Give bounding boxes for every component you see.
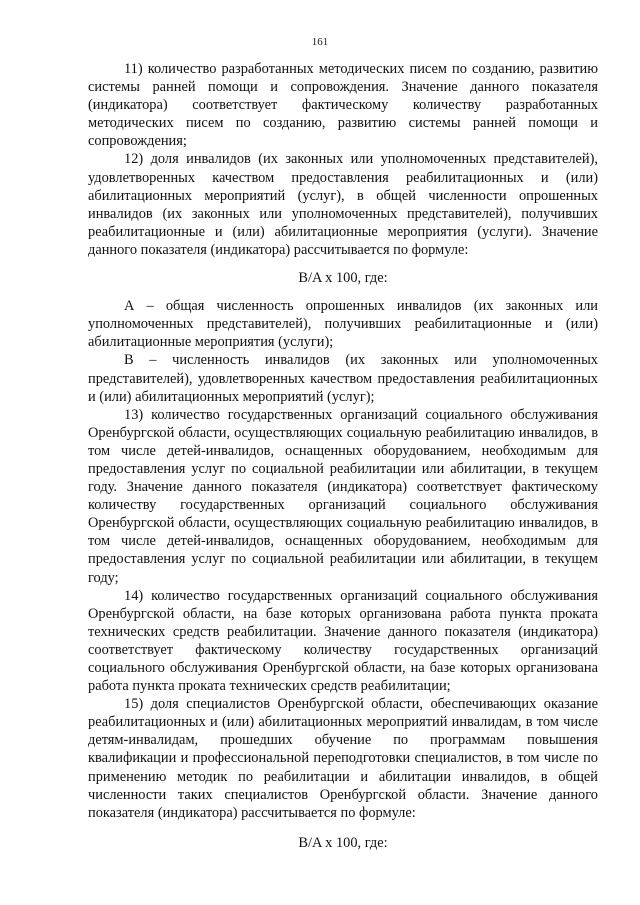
paragraph-item-13: 13) количество государственных организаций социального обслуживания Оренбургской области, осуществляющих социальную реабилитацию инвалидов, в том числе детей-инвалидов, оснащенных оборудованием, необходимым для предоставления услуг по социальной реабилитации или абилитации, в текущем году. Значение данного показателя (индикатора) соответствует фактическому количеству государственных организаций социального обслуживания Оренбургской области, осуществляющих социальную реабилитацию инвалидов, в том числе детей-инвалидов, оснащенных оборудованием, необходимым для предоставления услуг по социальной реабилитации или абилитации, в текущем году; [88, 406, 598, 586]
formula: B/A x 100, где: [298, 834, 388, 851]
page-number: 161 [311, 36, 329, 48]
formula: B/A x 100, где: [298, 270, 388, 287]
paragraph-item-12: 12) доля инвалидов (их законных или уполномоченных представителей), удовлетворенных качеством предоставления реабилитационных и (или) абилитационных мероприятий (услуг), в общей численности опрошенных инвалидов (их законных или уполномоченных представителей), получивших реабилитационные и (или) абилитационные мероприятия (услуги). Значение данного показателя (индикатора) рассчитывается по формуле: [88, 151, 598, 258]
paragraph-item-11: 11) количество разработанных методических писем по созданию, развитию системы ранней помощи и сопровождения. Значение данного показателя (индикатора) соответствует фактическому количеству разработанных методических писем по созданию, развитию системы ранней помощи и сопровождения; [88, 61, 598, 150]
paragraph-item-15: 15) доля специалистов Оренбургской области, обеспечивающих оказание реабилитационных и (или) абилитационных мероприятий инвалидам, в том числе детям-инвалидам, прошедших обучение по программам повышения квалификации и профессиональной переподготовки специалистов, в том числе по применению методик по реабилитации и абилитации инвалидов, в общей численности таких специалистов Оренбургской области. Значение данного показателя (индикатора) рассчитывается по формуле: [88, 696, 598, 821]
definition-b: В – численность инвалидов (их законных или уполномоченных представителей), удовлетворенных качеством предоставления реабилитационных и (или) абилитационных мероприятий (услуг); [88, 352, 598, 405]
definition-a: А – общая численность опрошенных инвалидов (их законных или уполномоченных представителей), получивших реабилитационные и (или) абилитационные мероприятия (услуги); [88, 298, 598, 351]
paragraph-item-14: 14) количество государственных организаций социального обслуживания Оренбургской области, на базе которых организована работа пункта проката технических средств реабилитации. Значение данного показателя (индикатора) соответствует фактическому количеству государственных организаций социального обслуживания Оренбургской области, на базе которых организована работа пункта проката технических средств реабилитации; [88, 587, 598, 695]
document-body [88, 60, 598, 862]
